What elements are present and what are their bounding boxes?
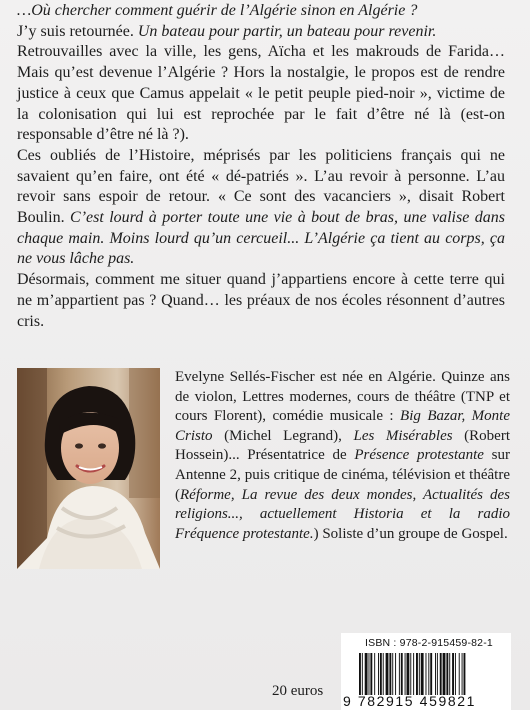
blurb-paragraph-1 bbox=[17, 1, 505, 22]
blurb-text bbox=[17, 1, 505, 332]
bio-paragraph bbox=[175, 368, 510, 544]
bio-italic-3: Présence protestante bbox=[354, 447, 484, 464]
ean-digits: 9 782915 459821 bbox=[343, 693, 476, 709]
bio-text-4: sur Antenne 2, puis critique de cinéma, télévision et théâtre ( bbox=[175, 447, 510, 503]
blurb-paragraph-2 bbox=[17, 22, 505, 43]
bio-italic-4: Réforme, La revue des deux mondes, Actualités des religions..., actuellement Historia et la radio Fréquence protestante. bbox=[175, 486, 510, 542]
price-label: 20 euros bbox=[272, 683, 324, 699]
bio-text-2: (Michel Legrand), bbox=[212, 427, 354, 444]
bio-text-5: ) Soliste d’un groupe de Gospel. bbox=[313, 525, 508, 542]
bio-text-1: Evelyne Sellés-Fischer est née en Algérie. Quinze ans de violon, Lettres modernes, cours de théâtre (TNP et cours Florent), comédie musicale : bbox=[175, 369, 510, 425]
blurb-paragraph-5: Désormais, comment me situer quand j’appartiens encore à cette terre qui ne m’appartient pas ? Quand… les préaux de nos écoles résonnent d’autres cris. bbox=[17, 271, 505, 330]
blurb-p1: …Où chercher comment guérir de l’Algérie sinon en Algérie ? bbox=[17, 2, 418, 19]
blurb-p2-italic: Un bateau pour partir, un bateau pour revenir. bbox=[137, 22, 437, 40]
blurb-p2-start: J’y suis retournée. bbox=[17, 22, 138, 40]
author-photo bbox=[17, 368, 160, 569]
blurb-paragraph-4 bbox=[17, 146, 505, 270]
barcode bbox=[359, 653, 503, 695]
author-bio bbox=[175, 368, 510, 544]
blurb-p4-start: Ces oubliés de l’Histoire, méprisés par les politiciens français qui ne savaient qu’en faire, ont été « dé-patriés ». L’au revoir à personne. L’au revoir sans espoir de retour. « Ce sont des vacanciers », disait Robert Boulin. bbox=[17, 146, 505, 227]
blurb-p4-italic: C’est lourd à porter toute une vie à bout de bras, une valise dans chaque main. Moins lourd qu’un cercueil... L’Algérie ça tient au corps, ça ne vous lâche pas. bbox=[17, 209, 506, 268]
bio-text-3: (Robert Hossein)... Présentatrice de bbox=[175, 427, 511, 464]
isbn-label: ISBN : 978-2-915459-82-1 bbox=[365, 637, 493, 649]
blurb-paragraph-3: Retrouvailles avec la ville, les gens, Aïcha et les makrouds de Farida… Mais qu’est devenue l’Algérie ? Hors la nostalgie, le propos est de rendre justice à ceux que Camus appelait « le petit peuple pied-noir », victime de la colonisation qui lui est reprochée par le fait d’être né là (est-on responsable d’être né là ?). bbox=[17, 43, 505, 144]
isbn-barcode-block bbox=[341, 633, 511, 710]
bio-italic-1: Big Bazar, Monte Cristo bbox=[175, 408, 510, 444]
bio-italic-2: Les Misérables bbox=[353, 427, 453, 444]
